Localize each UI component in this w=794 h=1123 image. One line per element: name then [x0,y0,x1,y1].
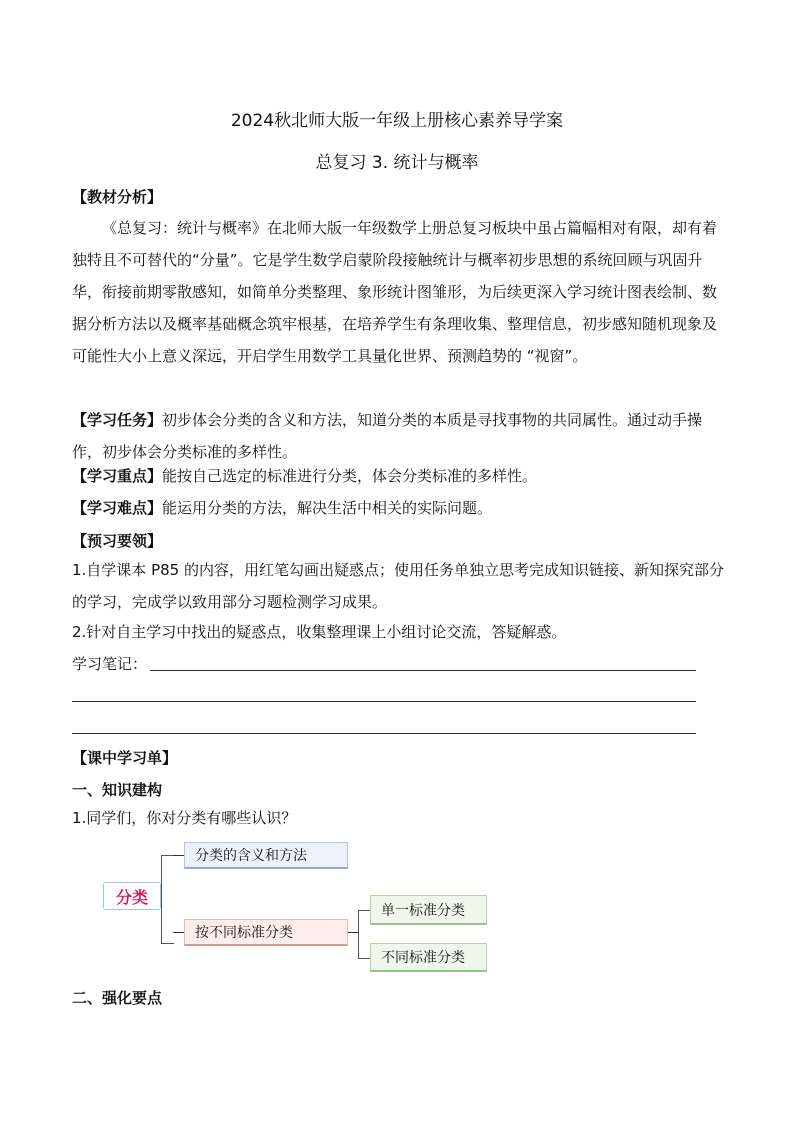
lesson-title: 总复习 3. 统计与概率 [315,153,479,173]
class-heading: 【课中学习单】 [72,749,178,767]
part2-heading: 二、强化要点 [72,989,163,1007]
mindmap-leaf-multiple: 不同标准分类 [370,943,487,972]
mindmap-link-branch2 [173,932,184,933]
notes-line-3 [72,733,696,734]
part1-heading: 一、知识建构 [72,781,163,799]
preview-item-2: 2.针对自主学习中找出的疑惑点，收集整理课上小组讨论交流，答疑解惑。 [72,623,567,641]
mindmap-link-branch1 [173,855,184,856]
notes-label: 学习笔记： [72,655,148,673]
key-paragraph [72,460,724,492]
mindmap-branch-meaning: 分类的含义和方法 [184,842,348,869]
task-text: 初步体会分类的含义和方法，知道分类的本质是寻找事物的共同属性。通过动手操作，初步体会分类标准的多样性。 [72,411,703,461]
key-text: 能按自己选定的标准进行分类，体会分类标准的多样性。 [162,467,538,485]
document-title: 2024秋北师大版一年级上册核心素养导学案 [230,111,564,131]
notes-line-1 [150,670,696,671]
difficulty-label: 【学习难点】 [72,499,163,517]
difficulty-text: 能运用分类的方法，解决生活中相关的实际问题。 [162,499,493,517]
question-1: 1.同学们，你对分类有哪些认识？ [72,809,297,827]
mindmap-root: 分类 [103,882,161,910]
mindmap-leaf-single: 单一标准分类 [370,895,487,925]
preview-heading: 【预习要领】 [72,532,163,550]
task-label: 【学习任务】 [72,411,163,429]
preview-item-1: 1.自学课本 P85 的内容，用红笔勾画出疑惑点；使用任务单独立思考完成知识链接、新知探究部分的学习，完成学以致用部分习题检测学习成果。 [72,561,724,611]
notes-line-2 [72,701,696,702]
mindmap-bracket-leaves [358,910,370,959]
mindmap-bracket-main [161,855,174,944]
analysis-heading: 【教材分析】 [72,188,163,206]
key-label: 【学习重点】 [72,467,163,485]
task-paragraph [72,404,724,468]
mindmap-link-leaves [348,932,358,933]
analysis-paragraph: 《总复习：统计与概率》在北师大版一年级数学上册总复习板块中虽占篇幅相对有限，却有着独特且不可替代的“分量”。它是学生数学启蒙阶段接触统计与概率初步思想的系统回顾与巩固升华，衔接前期零散感知，如简单分类整理、象形统计图雏形，为后续更深入学习统计图表绘制、数据分析方法以及概率基础概念筑牢根基，在培养学生有条理收集、整理信息，初步感知随机现象及可能性大小上意义深远，开启学生用数学工具量化世界、预测趋势的 “视窗”。 [72,219,718,365]
mindmap-branch-standards: 按不同标准分类 [184,919,348,946]
difficulty-paragraph [72,492,724,524]
